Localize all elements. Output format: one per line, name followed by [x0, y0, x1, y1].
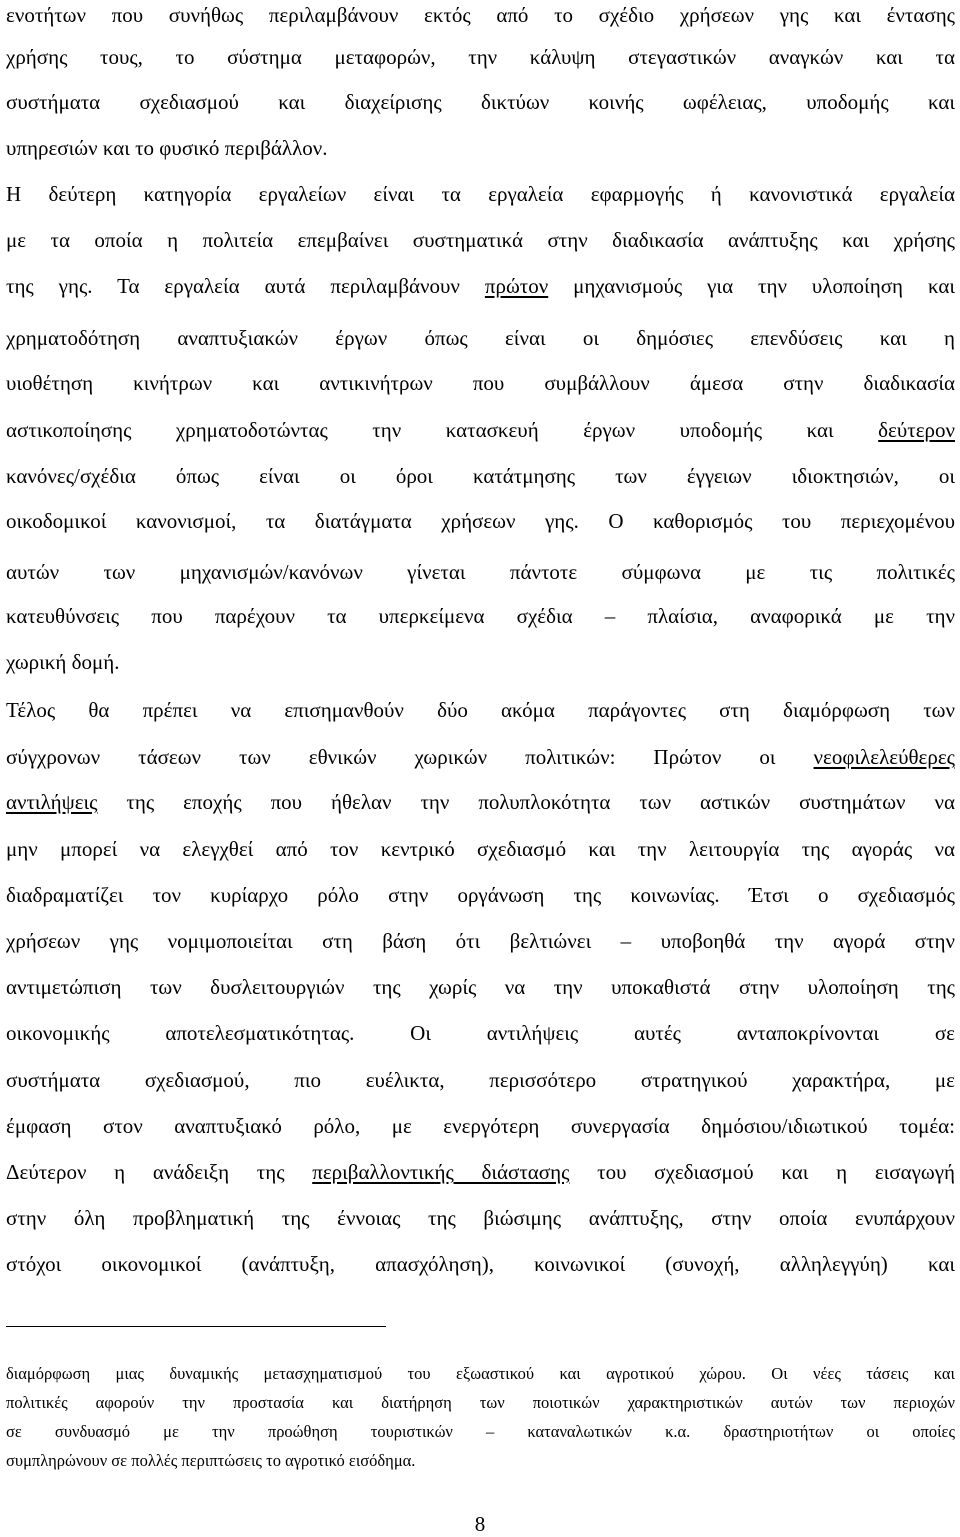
line-text: χρήσης τους, το σύστημα μεταφορών, την κάλυψη στεγαστικών αναγκών και τα: [6, 45, 955, 69]
body-line: [6, 1016, 955, 1050]
line-text: μηχανισμούς για την υλοποίηση και: [548, 274, 955, 298]
line-text: Δεύτερον η ανάδειξη της: [6, 1160, 313, 1184]
line-text: αντιμετώπιση των δυσλειτουργιών της χωρίς να την υποκαθιστά στην υλοποίηση της: [6, 975, 955, 999]
line-text: συστήματα σχεδιασμού και διαχείρισης δικτύων κοινής ωφέλειας, υποδομής και: [6, 90, 955, 114]
body-line: [6, 269, 955, 303]
line-text: του σχεδιασμού και η εισαγωγή: [569, 1160, 955, 1184]
body-line: [6, 321, 955, 355]
body-line: [6, 177, 955, 211]
page-number: 8: [474, 1512, 486, 1536]
body-line: [6, 1109, 955, 1143]
footnote-line: [6, 1389, 955, 1417]
line-text: κατευθύνσεις που παρέχουν τα υπερκείμενα σχέδια – πλαίσια, αναφορικά με την: [6, 604, 955, 628]
line-text: μην μπορεί να ελεγχθεί από τον κεντρικό σχεδιασμό και την λειτουργία της αγοράς να: [6, 837, 955, 861]
body-line: [6, 924, 955, 958]
body-line: [6, 1247, 955, 1281]
line-text: αυτών των μηχανισμών/κανόνων γίνεται πάντοτε σύμφωνα με τις πολιτικές: [6, 560, 955, 584]
body-line: [6, 85, 955, 119]
line-text: χρήσεων γης νομιμοποιείται στη βάση ότι βελτιώνει – υποβοηθά την αγορά στην: [6, 929, 955, 953]
footnote-line: [6, 1360, 955, 1388]
line-text: κανόνες/σχέδια όπως είναι οι όροι κατάτμησης των έγγειων ιδιοκτησιών, οι: [6, 464, 955, 488]
line-text: οικοδομικοί κανονισμοί, τα διατάγματα χρήσεων γης. Ο καθορισμός του περιεχομένου: [6, 509, 955, 533]
body-line: [6, 555, 955, 589]
body-line: [6, 366, 955, 400]
line-text: ενοτήτων που συνήθως περιλαμβάνουν εκτός από το σχέδιο χρήσεων γης και έντασης: [6, 3, 955, 27]
line-text: με τα οποία η πολιτεία επεμβαίνει συστηματικά στην διαδικασία ανάπτυξης και χρήσης: [6, 228, 955, 252]
line-text: στην όλη προβληματική της έννοιας της βιώσιμης ανάπτυξης, στην οποία ενυπάρχουν: [6, 1206, 955, 1230]
body-line: [6, 413, 955, 447]
line-text: αστικοποίησης χρηματοδοτώντας την κατασκευή έργων υποδομής και: [6, 418, 879, 442]
underlined-term: δεύτερον: [878, 418, 955, 442]
line-text: υπηρεσιών και το φυσικό περιβάλλον.: [6, 136, 328, 160]
footnote-text: συμπληρώνουν σε πολλές περιπτώσεις το αγροτικό εισόδημα.: [6, 1451, 416, 1470]
body-line: [6, 131, 955, 165]
body-line: [6, 599, 955, 633]
body-line: [6, 878, 955, 912]
footnote-text: διαμόρφωση μιας δυναμικής μετασχηματισμού του εξωαστικού και αγροτικού χώρου. Οι νέες τάσεις και: [6, 1364, 955, 1383]
body-line: [6, 970, 955, 1004]
line-text: στόχοι οικονομικοί (ανάπτυξη, απασχόληση), κοινωνικοί (συνοχή, αλληλεγγύη) και: [6, 1252, 955, 1276]
line-text: σύγχρονων τάσεων των εθνικών χωρικών πολιτικών: Πρώτον οι: [6, 745, 814, 769]
underlined-term: περιβαλλοντικής διάστασης: [312, 1160, 570, 1184]
body-line: [6, 223, 955, 257]
footnote-line: [6, 1447, 955, 1475]
line-text: οικονομικής αποτελεσματικότητας. Οι αντιλήψεις αυτές ανταποκρίνονται σε: [6, 1021, 955, 1045]
body-line: [6, 1063, 955, 1097]
body-line: [6, 1201, 955, 1235]
body-line: [6, 693, 955, 727]
line-text: χρηματοδότηση αναπτυξιακών έργων όπως είναι οι δημόσιες επενδύσεις και η: [6, 326, 955, 350]
line-text: Η δεύτερη κατηγορία εργαλείων είναι τα εργαλεία εφαρμογής ή κανονιστικά εργαλεία: [6, 182, 955, 206]
footnote-text: σε συνδυασμό με την προώθηση τουριστικών – καταναλωτικών κ.α. δραστηριοτήτων οι οποίες: [6, 1422, 955, 1441]
footnote-text: πολιτικές αφορούν την προστασία και διατήρηση των ποιοτικών χαρακτηριστικών αυτών των περιοχών: [6, 1393, 955, 1412]
body-line: [6, 504, 955, 538]
line-text: της γης. Τα εργαλεία αυτά περιλαμβάνουν: [6, 274, 485, 298]
line-text: Τέλος θα πρέπει να επισημανθούν δύο ακόμα παράγοντες στη διαμόρφωση των: [6, 698, 955, 722]
line-text: χωρική δομή.: [6, 650, 120, 674]
line-text: διαδραματίζει τον κυρίαρχο ρόλο στην οργάνωση της κοινωνίας. Έτσι ο σχεδιασμός: [6, 883, 955, 907]
body-line: [6, 40, 955, 74]
line-text: της εποχής που ήθελαν την πολυπλοκότητα των αστικών συστημάτων να: [97, 790, 955, 814]
body-line: [6, 0, 955, 32]
body-line: [6, 832, 955, 866]
line-text: συστήματα σχεδιασμού, πιο ευέλικτα, περισσότερο στρατηγικού χαρακτήρα, με: [6, 1068, 955, 1092]
body-line: [6, 459, 955, 493]
body-line: [6, 785, 955, 819]
underlined-term: αντιλήψεις: [6, 790, 98, 814]
body-line: [6, 645, 955, 679]
line-text: υιοθέτηση κινήτρων και αντικινήτρων που συμβάλλουν άμεσα στην διαδικασία: [6, 371, 955, 395]
underlined-term: νεοφιλελεύθερες: [813, 745, 955, 769]
footnote-line: [6, 1418, 955, 1446]
footnote-separator: [6, 1326, 386, 1327]
underlined-term: πρώτον: [484, 274, 549, 298]
body-line: [6, 740, 955, 774]
line-text: έμφαση στον αναπτυξιακό ρόλο, με ενεργότερη συνεργασία δημόσιου/ιδιωτικού τομέα:: [6, 1114, 955, 1138]
body-line: [6, 1155, 955, 1189]
